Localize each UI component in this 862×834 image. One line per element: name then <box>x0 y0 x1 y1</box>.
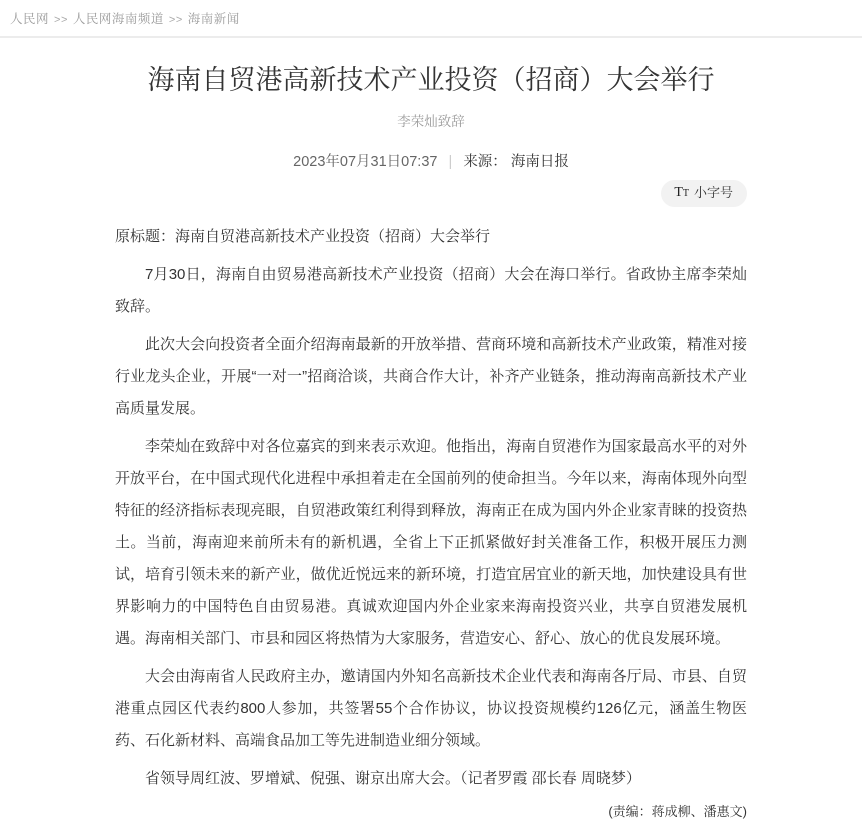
article-paragraph: 大会由海南省人民政府主办，邀请国内外知名高新技术企业代表和海南各厅局、市县、自贸港重点园区代表约800人参加，共签署55个合作协议，协议投资规模约126亿元，涵盖生物医药、石化新材料、高端食品加工等先进制造业细分领域。 <box>115 668 747 749</box>
article-paragraph: 7月30日，海南自由贸易港高新技术产业投资（招商）大会在海口举行。省政协主席李荣灿致辞。 <box>115 266 747 315</box>
font-size-label: 小字号 <box>693 185 733 200</box>
article-subtitle: 李荣灿致辞 <box>397 114 465 129</box>
source-label: 来源： <box>463 154 507 170</box>
header-divider <box>0 36 862 38</box>
original-title-line: 原标题：海南自贸港高新技术产业投资（招商）大会举行 <box>115 228 491 245</box>
breadcrumb-link-peoples-daily[interactable]: 人民网 <box>10 12 50 26</box>
article-paragraph: 省领导周红波、罗增斌、倪强、谢京出席大会。（记者罗霞 邵长春 周晓梦） <box>145 770 641 787</box>
editors-note: (责编：蒋成柳、潘惠文) <box>608 804 747 819</box>
article-body <box>115 221 747 795</box>
font-size-button[interactable] <box>661 180 747 207</box>
breadcrumb-link-hainan-channel[interactable]: 人民网海南频道 <box>72 12 164 26</box>
breadcrumb-separator: >> <box>54 14 68 26</box>
breadcrumb-link-hainan-news[interactable]: 海南新闻 <box>187 12 240 26</box>
article-paragraph: 李荣灿在致辞中对各位嘉宾的到来表示欢迎。他指出，海南自贸港作为国家最高水平的对外开放平台，在中国式现代化进程中承担着走在全国前列的使命担当。今年以来，海南体现外向型特征的经济指标表现亮眼，自贸港政策红利得到释放，海南正在成为国内外企业家青睐的投资热土。当前，海南迎来前所未有的新机遇，全省上下正抓紧做好封关准备工作，积极开展压力测试，培育引领未来的新产业，做优近悦远来的新环境，打造宜居宜业的新天地，加快建设具有世界影响力的中国特色自由贸易港。真诚欢迎国内外企业家来海南投资兴业，共享自贸港发展机遇。海南相关部门、市县和园区将热情为大家服务，营造安心、舒心、放心的优良发展环境。 <box>115 438 747 647</box>
source-link[interactable]: 海南日报 <box>510 154 569 170</box>
article-meta <box>115 150 747 171</box>
article-content <box>115 63 747 834</box>
page-title: 海南自贸港高新技术产业投资（招商）大会举行 <box>147 65 715 95</box>
text-size-icon: TT <box>674 185 689 200</box>
meta-divider: | <box>448 154 453 170</box>
article-toolbar <box>115 180 747 207</box>
publish-date: 2023年07月31日07:37 <box>293 154 438 170</box>
breadcrumb-separator: >> <box>168 14 183 26</box>
breadcrumb <box>0 0 862 36</box>
article-paragraph: 此次大会向投资者全面介绍海南最新的开放举措、营商环境和高新技术产业政策，精准对接行业龙头企业，开展“一对一”招商洽谈，共商合作大计，补齐产业链条，推动海南高新技术产业高质量发展。 <box>115 336 747 417</box>
